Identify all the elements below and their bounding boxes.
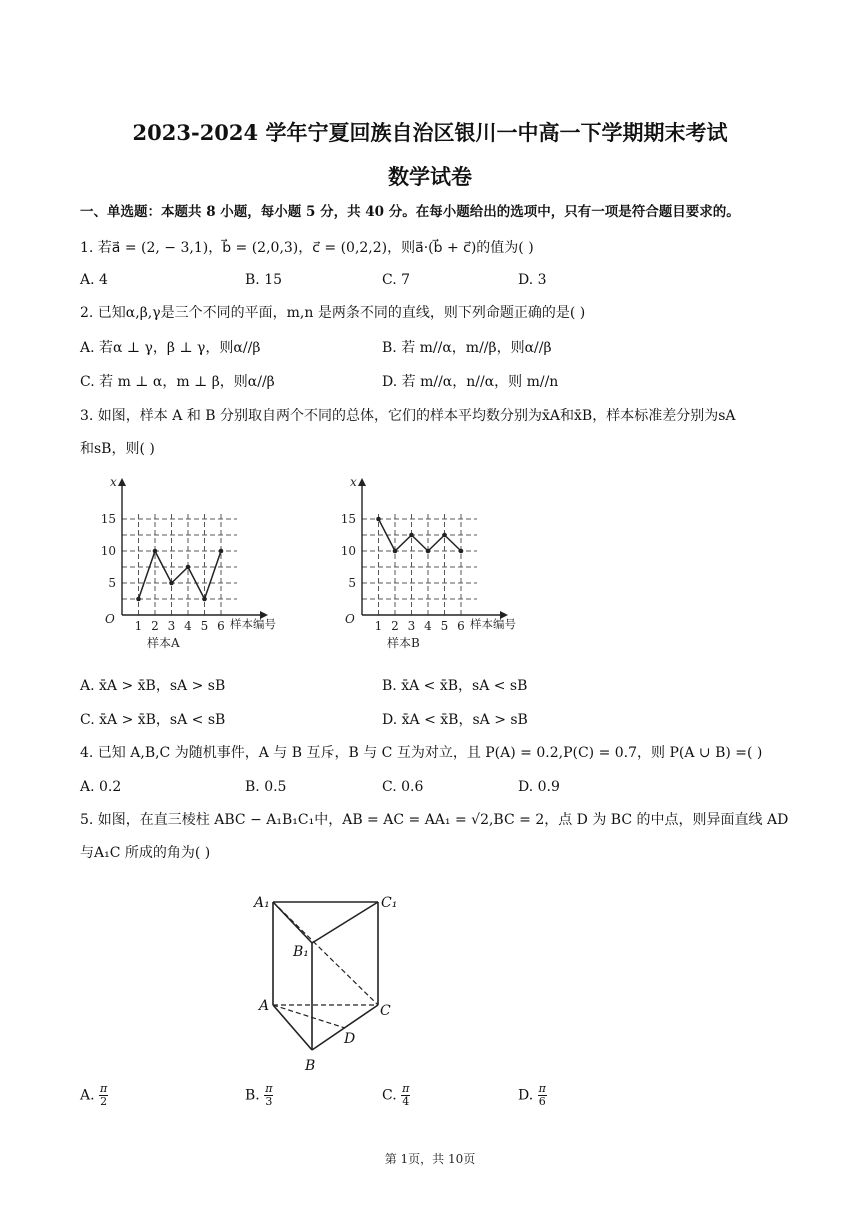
q5-option-b-prefix: B. (245, 1087, 260, 1104)
q4-option-c: C. 0.6 (382, 779, 424, 795)
label-a: A (259, 998, 270, 1014)
q1-option-a: A. 4 (80, 272, 108, 288)
sample-b-x-axis-label: 样本编号 (470, 617, 516, 631)
q2-option-a: A. 若α ⊥ γ，β ⊥ γ，则α//β (80, 340, 261, 356)
sample-a-data-point (136, 597, 141, 602)
sample-a-chart (95, 472, 295, 657)
sample-b-data-point (459, 549, 464, 554)
sample-a-origin-label: O (105, 612, 115, 626)
q5-option-b-fraction (264, 1083, 273, 1108)
sample-a-data-point (186, 565, 191, 570)
q5-option-d (518, 1083, 547, 1108)
q4-option-b: B. 0.5 (245, 779, 287, 795)
question-5-stem-line1: 5. 如图，在直三棱柱 ABC − A₁B₁C₁中，AB = AC = AA₁ = √2,BC = 2，点 D 为 BC 的中点，则异面直线 AD (80, 812, 789, 828)
sample-b-chart (335, 472, 535, 657)
q3-option-c: C. x̄A > x̄B，sA < sB (80, 712, 226, 728)
sample-a-series-line (139, 551, 222, 599)
q5-option-c-fraction (401, 1083, 410, 1108)
sample-a-y-axis-arrow (118, 478, 126, 486)
q5-option-d-prefix: D. (518, 1087, 534, 1104)
q3-option-a: A. x̄A > x̄B，sA > sB (80, 678, 226, 694)
sample-b-data-point (393, 549, 398, 554)
question-2-stem: 2. 已知α,β,γ是三个不同的平面，m,n 是两条不同的直线，则下列命题正确的是( ) (80, 305, 586, 321)
question-3-stem-line1: 3. 如图，样本 A 和 B 分别取自两个不同的总体，它们的样本平均数分别为x̄A和x̄B，样本标准差分别为sA (80, 408, 736, 424)
q5-option-a-prefix: A. (80, 1087, 95, 1104)
label-a1: A₁ (254, 895, 270, 911)
sample-a-x-tick-label: 3 (167, 619, 176, 633)
section-heading: 一、单选题：本题共 8 小题，每小题 5 分，共 40 分。在每小题给出的选项中，只有一项是符合题目要求的。 (80, 204, 740, 220)
sample-a-data-point (202, 597, 207, 602)
q1-option-b: B. 15 (245, 272, 283, 288)
q3-option-d: D. x̄A < x̄B，sA > sB (382, 712, 528, 728)
sample-a-x-tick-label: 1 (134, 619, 143, 633)
sample-b-x-tick-label: 2 (391, 619, 399, 633)
exam-title: 2023-2024 学年宁夏回族自治区银川一中高一下学期期末考试 (132, 120, 728, 145)
sample-a-x-tick-label: 6 (217, 619, 225, 633)
prism-figure (250, 880, 420, 1075)
sample-a-y-tick-label: 5 (108, 576, 116, 590)
sample-a-data-point (153, 549, 158, 554)
sample-b-x-tick-label: 4 (424, 619, 432, 633)
sample-b-data-point (376, 517, 381, 522)
q5-option-d-fraction (538, 1083, 547, 1108)
label-d: D (344, 1031, 356, 1047)
q3-option-b: B. x̄A < x̄B，sA < sB (382, 678, 528, 694)
q5-option-c-prefix: C. (382, 1087, 397, 1104)
sample-b-y-tick-label: 5 (348, 576, 356, 590)
question-3-stem-line2: 和sB，则( ) (80, 441, 155, 457)
sample-b-y-axis-arrow (358, 478, 366, 486)
sample-a-data-point (219, 549, 224, 554)
q5-option-d-numerator: π (538, 1082, 546, 1095)
q5-option-a-fraction (99, 1083, 108, 1108)
q2-option-d: D. 若 m//α，n//α，则 m//n (382, 374, 559, 390)
q5-option-c-numerator: π (402, 1082, 410, 1095)
label-c: C (380, 1003, 391, 1019)
sample-b-data-point (409, 533, 414, 538)
question-1-stem: 1. 若a⃗ = (2, − 3,1)，b⃗ = (2,0,3)，c⃗ = (0,2,2)，则a⃗·(b⃗ + c⃗)的值为( ) (80, 240, 534, 256)
sample-b-y-axis-label: x (350, 475, 357, 489)
q5-option-a (80, 1083, 108, 1108)
q5-option-b-denominator: 3 (265, 1095, 273, 1108)
sample-a-y-tick-label: 15 (100, 512, 116, 526)
q1-option-c: C. 7 (382, 272, 411, 288)
sample-a-y-tick-label: 10 (100, 544, 116, 558)
q5-option-b-numerator: π (265, 1082, 273, 1095)
q5-option-d-denominator: 6 (538, 1095, 546, 1108)
sample-b-data-point (442, 533, 447, 538)
sample-b-x-tick-label: 6 (457, 619, 465, 633)
q2-option-c: C. 若 m ⊥ α，m ⊥ β，则α//β (80, 374, 275, 390)
q5-option-c (382, 1083, 410, 1108)
sample-a-y-axis-label: x (110, 475, 117, 489)
sample-b-origin-label: O (345, 612, 355, 626)
sample-a-data-point (169, 581, 174, 586)
sample-a-x-tick-label: 2 (151, 619, 159, 633)
edge-b1-c1 (312, 902, 378, 943)
q2-option-b: B. 若 m//α，m//β，则α//β (382, 340, 552, 356)
exam-subtitle: 数学试卷 (388, 164, 472, 189)
sample-a-x-axis-label: 样本编号 (230, 617, 276, 631)
sample-b-data-point (426, 549, 431, 554)
sample-a-x-tick-label: 5 (200, 619, 209, 633)
q5-option-a-numerator: π (100, 1082, 108, 1095)
question-4-stem: 4. 已知 A,B,C 为随机事件，A 与 B 互斥，B 与 C 互为对立，且 P(A) = 0.2,P(C) = 0.7，则 P(A ∪ B) =( ) (80, 745, 763, 761)
label-b1: B₁ (293, 944, 309, 960)
sample-a-caption: 样本A (147, 636, 180, 650)
sample-b-x-tick-label: 3 (407, 619, 416, 633)
sample-b-x-tick-label: 5 (440, 619, 449, 633)
sample-b-y-tick-label: 15 (340, 512, 356, 526)
q4-option-a: A. 0.2 (80, 779, 122, 795)
page-footer: 第 1页，共 10页 (384, 1152, 476, 1166)
sample-b-caption: 样本B (387, 636, 420, 650)
question-5-stem-line2: 与A₁C 所成的角为( ) (80, 845, 211, 861)
sample-a-x-tick-label: 4 (184, 619, 192, 633)
label-c1: C₁ (381, 895, 398, 911)
q4-option-d: D. 0.9 (518, 779, 560, 795)
q5-option-c-denominator: 4 (402, 1095, 410, 1108)
q5-option-b (245, 1083, 273, 1108)
q5-option-a-denominator: 2 (100, 1095, 108, 1108)
sample-b-y-tick-label: 10 (340, 544, 356, 558)
q1-option-d: D. 3 (518, 272, 547, 288)
label-b: B (305, 1058, 316, 1074)
sample-b-x-tick-label: 1 (374, 619, 383, 633)
